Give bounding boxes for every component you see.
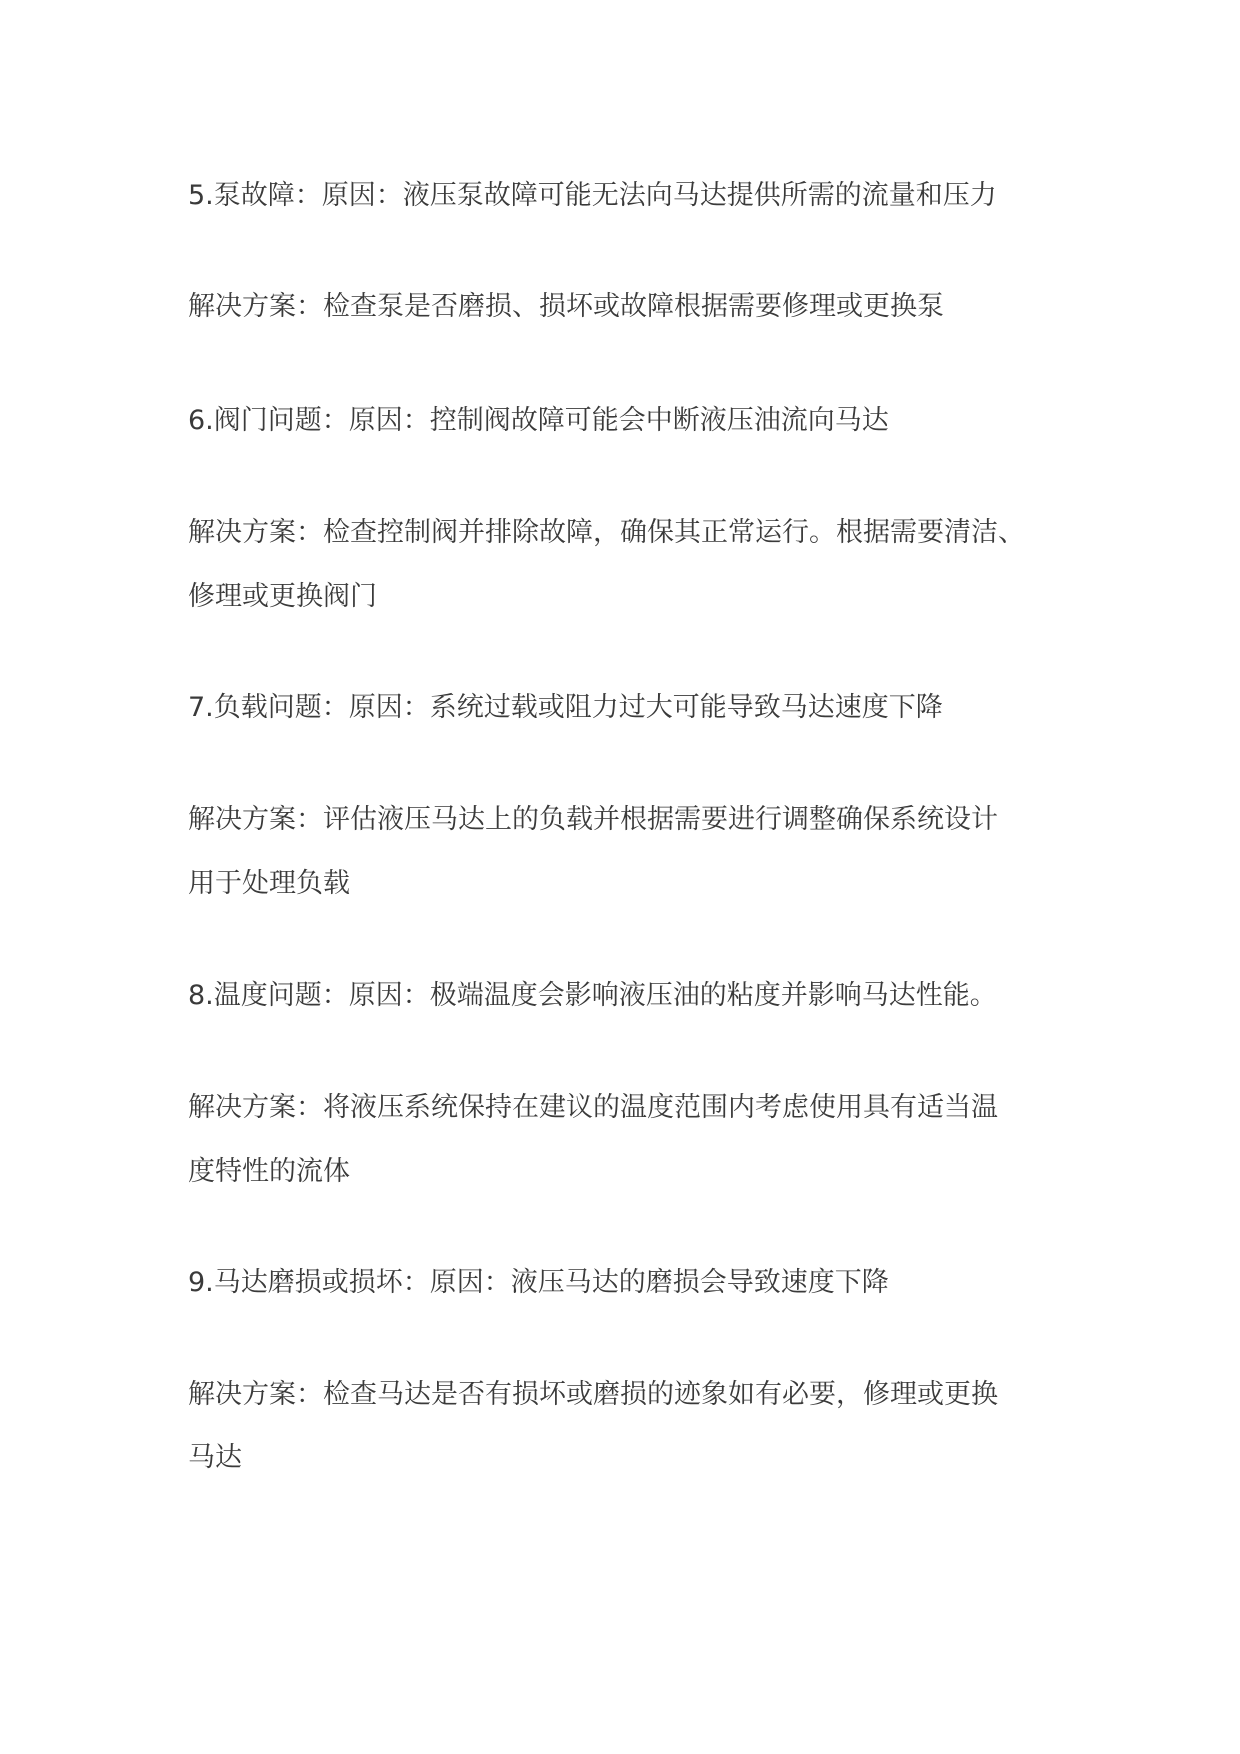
valve-issue-solution: 解决方案：检查控制阀并排除故障，确保其正常运行。根据需要清洁、 (188, 517, 1025, 548)
load-issue-solution-cont: 用于处理负载 (188, 868, 350, 899)
valve-issue-solution-cont: 修理或更换阀门 (188, 581, 377, 612)
temperature-issue-cause: 8.温度问题：原因：极端温度会影响液压油的粘度并影响马达性能。 (188, 980, 997, 1011)
valve-issue-cause: 6.阀门问题：原因：控制阀故障可能会中断液压油流向马达 (188, 405, 889, 436)
load-issue-cause: 7.负载问题：原因：系统过载或阻力过大可能导致马达速度下降 (188, 692, 943, 723)
temperature-issue-solution: 解决方案：将液压系统保持在建议的温度范围内考虑使用具有适当温 (188, 1092, 998, 1123)
motor-wear-cause: 9.马达磨损或损坏：原因：液压马达的磨损会导致速度下降 (188, 1267, 889, 1298)
temperature-issue-solution-cont: 度特性的流体 (188, 1156, 350, 1187)
pump-fault-solution: 解决方案：检查泵是否磨损、损坏或故障根据需要修理或更换泵 (188, 291, 944, 322)
motor-wear-solution-cont: 马达 (188, 1442, 242, 1473)
motor-wear-solution: 解决方案：检查马达是否有损坏或磨损的迹象如有必要，修理或更换 (188, 1379, 998, 1410)
pump-fault-cause: 5.泵故障：原因：液压泵故障可能无法向马达提供所需的流量和压力 (188, 180, 997, 211)
load-issue-solution: 解决方案：评估液压马达上的负载并根据需要进行调整确保系统设计 (188, 804, 998, 835)
